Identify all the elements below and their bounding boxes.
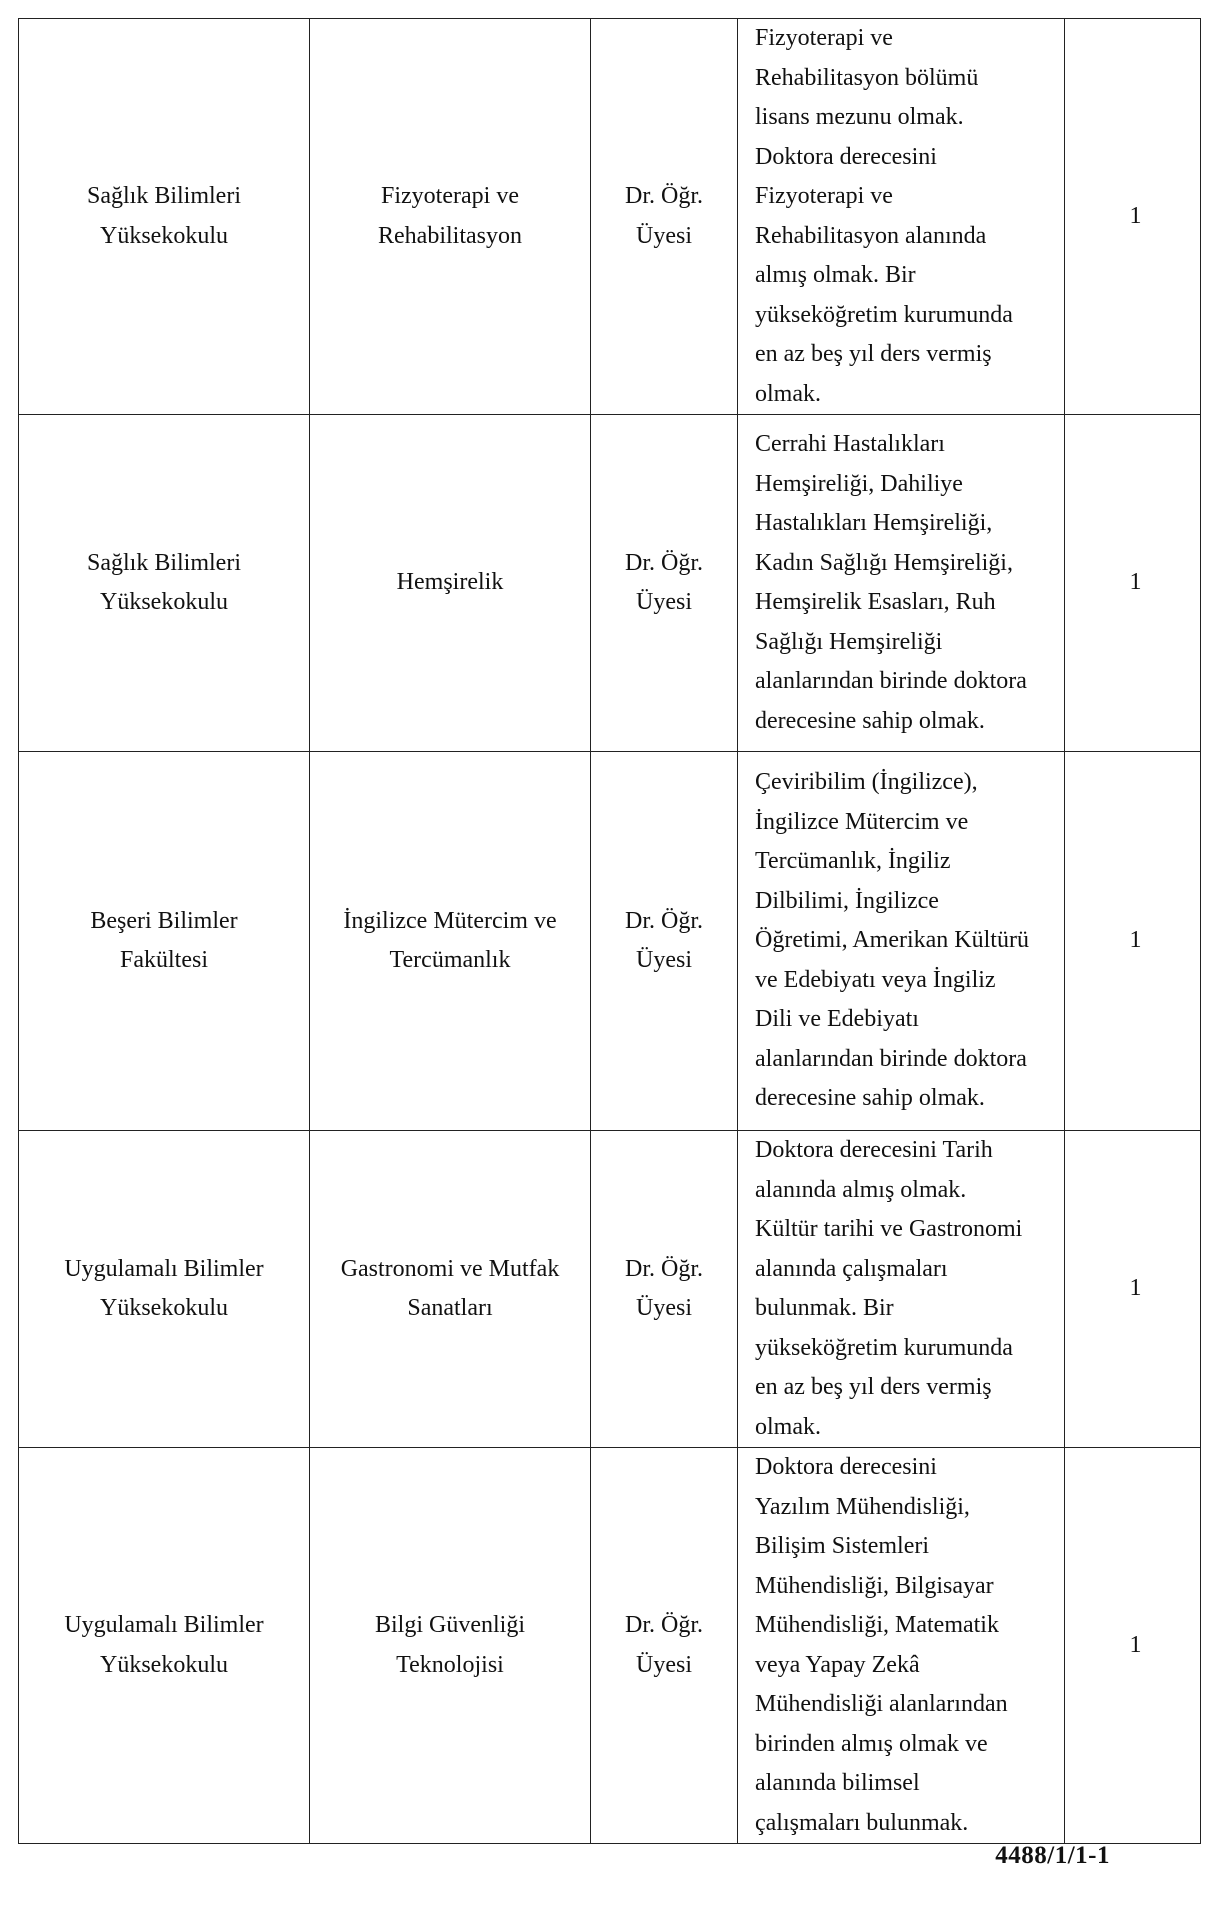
requirements-cell (738, 752, 1065, 1131)
requirement-line: en az beş yıl ders vermiş (755, 341, 992, 367)
table-row (19, 752, 1201, 1131)
requirement-line: Doktora derecesini Tarih (755, 1137, 993, 1163)
requirement-line: bulunmak. Bir (755, 1295, 894, 1321)
department-line: Hemşirelik (396, 569, 504, 596)
unit-line: Sağlık Bilimleri (87, 183, 241, 209)
requirement-line: en az beş yıl ders vermiş (755, 1374, 992, 1400)
requirement-line: Dili ve Edebiyatı (755, 1006, 919, 1033)
count-cell: 1 (1065, 1131, 1201, 1448)
requirements-cell (738, 1448, 1065, 1844)
requirement-line: almış olmak. Bir (755, 262, 916, 288)
department-cell (310, 19, 591, 415)
requirement-line: derecesine sahip olmak. (755, 1085, 985, 1112)
requirement-line: Kültür tarihi ve Gastronomi (755, 1216, 1023, 1242)
unit-line: Yüksekokulu (100, 589, 228, 615)
requirements-cell (738, 415, 1065, 752)
department-cell (310, 1131, 591, 1448)
department-cell (310, 415, 591, 752)
requirement-line: Mühendisliği, Bilgisayar (755, 1572, 994, 1599)
title-cell (591, 1131, 738, 1448)
unit-cell (19, 19, 310, 415)
requirement-line: alanında bilimsel (755, 1770, 920, 1796)
requirement-line: Dilbilimi, İngilizce (755, 887, 939, 914)
requirements-cell (738, 1131, 1065, 1448)
department-cell (310, 752, 591, 1131)
count-cell: 1 (1065, 1448, 1201, 1844)
title-line: Dr. Öğr. (625, 1612, 703, 1638)
requirements-cell (738, 19, 1065, 415)
requirement-line: çalışmaları bulunmak. (755, 1809, 969, 1836)
requirement-line: Bilişim Sistemleri (755, 1533, 930, 1559)
requirement-line: alanlarından birinde doktora (755, 668, 1027, 694)
title-line: Dr. Öğr. (625, 549, 703, 576)
department-line: Fizyoterapi ve (381, 183, 519, 209)
unit-cell (19, 1131, 310, 1448)
department-line: Tercümanlık (389, 947, 511, 973)
unit-line: Yüksekokulu (100, 222, 228, 249)
requirement-line: Doktora derecesini (755, 1454, 937, 1480)
department-line: Sanatları (407, 1295, 493, 1321)
title-line: Dr. Öğr. (625, 183, 703, 209)
table-row (19, 1131, 1201, 1448)
unit-cell (19, 752, 310, 1131)
requirement-line: Yazılım Mühendisliği, (755, 1493, 970, 1520)
requirement-line: olmak. (755, 380, 821, 407)
requirement-line: İngilizce Mütercim ve (755, 808, 969, 835)
title-line: Üyesi (636, 947, 692, 973)
table-row (19, 1448, 1201, 1844)
unit-cell (19, 1448, 310, 1844)
requirement-line: birinden almış olmak ve (755, 1730, 988, 1757)
requirement-line: Rehabilitasyon alanında (755, 222, 987, 249)
title-line: Üyesi (636, 222, 692, 249)
requirement-line: Tercümanlık, İngiliz (755, 848, 951, 875)
count-cell: 1 (1065, 415, 1201, 752)
unit-line: Beşeri Bilimler (90, 907, 238, 934)
table-row (19, 19, 1201, 415)
department-line: Gastronomi ve Mutfak (340, 1255, 560, 1282)
unit-cell (19, 415, 310, 752)
requirement-line: Mühendisliği alanlarından (755, 1691, 1008, 1717)
department-line: Rehabilitasyon (378, 222, 522, 249)
department-line: Bilgi Güvenliği (375, 1612, 525, 1638)
document-code: 4488/1/1-1 (995, 1842, 1110, 1869)
requirement-line: Hemşireliği, Dahiliye (755, 470, 963, 497)
unit-line: Fakültesi (120, 947, 208, 973)
requirement-line: Çeviribilim (İngilizce), (755, 769, 978, 796)
requirement-line: derecesine sahip olmak. (755, 707, 985, 734)
count-cell: 1 (1065, 752, 1201, 1131)
requirement-line: Doktora derecesini (755, 143, 937, 170)
requirement-line: alanında almış olmak. (755, 1176, 967, 1203)
title-cell (591, 415, 738, 752)
requirement-line: Fizyoterapi ve (755, 183, 893, 209)
requirement-line: veya Yapay Zekâ (755, 1651, 920, 1678)
department-line: Teknolojisi (396, 1651, 504, 1678)
table-row (19, 415, 1201, 752)
requirement-line: Mühendisliği, Matematik (755, 1612, 999, 1638)
requirement-line: olmak. (755, 1413, 821, 1440)
positions-table (18, 18, 1201, 1844)
requirement-line: Fizyoterapi ve (755, 25, 893, 51)
unit-line: Sağlık Bilimleri (87, 549, 241, 576)
title-cell (591, 19, 738, 415)
requirement-line: Rehabilitasyon bölümü (755, 64, 979, 91)
requirement-line: Hemşirelik Esasları, Ruh (755, 589, 996, 615)
requirement-line: ve Edebiyatı veya İngiliz (755, 966, 996, 993)
requirement-line: Hastalıkları Hemşireliği, (755, 510, 993, 536)
positions-table-container (18, 18, 1200, 1844)
department-line: İngilizce Mütercim ve (343, 907, 557, 934)
requirement-line: Öğretimi, Amerikan Kültürü (755, 927, 1029, 954)
unit-line: Yüksekokulu (100, 1295, 228, 1321)
requirement-line: Kadın Sağlığı Hemşireliği, (755, 549, 1013, 576)
unit-line: Uygulamalı Bilimler (64, 1612, 264, 1638)
title-line: Dr. Öğr. (625, 907, 703, 934)
requirement-line: Cerrahi Hastalıkları (755, 431, 945, 457)
title-cell (591, 752, 738, 1131)
unit-line: Uygulamalı Bilimler (64, 1255, 264, 1282)
title-line: Üyesi (636, 1651, 692, 1678)
count-cell: 1 (1065, 19, 1201, 415)
requirement-line: alanlarından birinde doktora (755, 1045, 1027, 1072)
requirement-line: Sağlığı Hemşireliği (755, 628, 943, 655)
requirement-line: yükseköğretim kurumunda (755, 1334, 1013, 1361)
requirement-line: yükseköğretim kurumunda (755, 301, 1013, 328)
department-cell (310, 1448, 591, 1844)
requirement-line: lisans mezunu olmak. (755, 104, 964, 130)
title-line: Dr. Öğr. (625, 1255, 703, 1282)
title-cell (591, 1448, 738, 1844)
title-line: Üyesi (636, 1295, 692, 1321)
title-line: Üyesi (636, 589, 692, 615)
requirement-line: alanında çalışmaları (755, 1255, 948, 1282)
unit-line: Yüksekokulu (100, 1651, 228, 1678)
